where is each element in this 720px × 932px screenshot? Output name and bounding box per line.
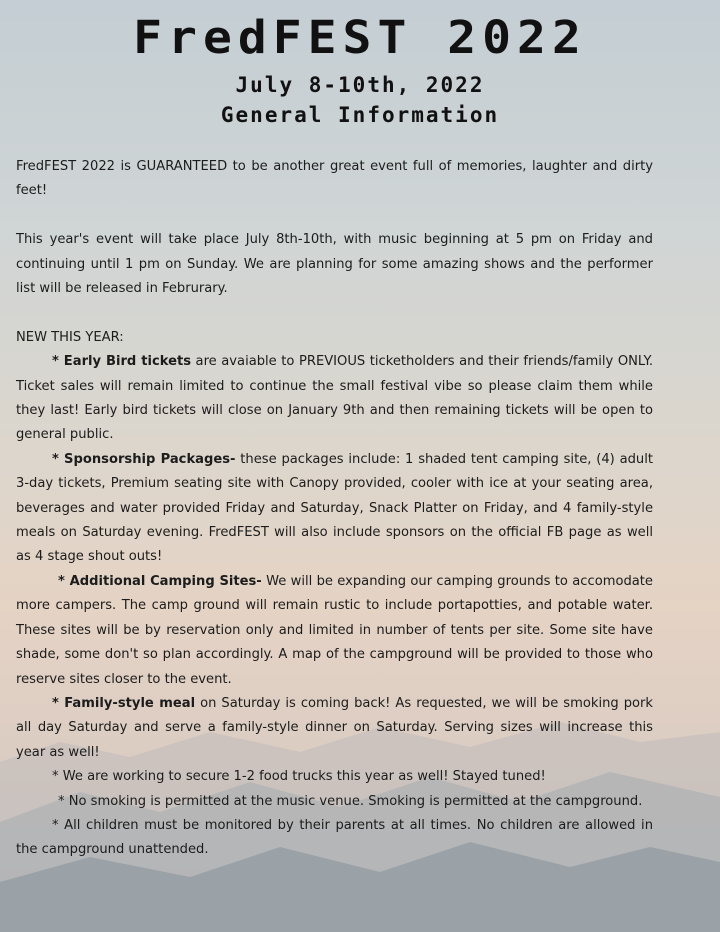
list-item-food-trucks: * We are working to secure 1-2 food trucks this year as well! Stayed tuned! bbox=[52, 769, 546, 785]
item-text: are avaiable to PREVIOUS ticketholders and their friends/family ONLY. Ticket sales will remain limited to continue the small festival vibe so please claim them while they last! Early bird tickets will close on January 9th and then remaining tickets will be open to general public. bbox=[16, 354, 653, 443]
schedule-paragraph: This year's event will take place July 8th-10th, with music beginning at 5 pm on Friday and continuing until 1 pm on Sunday. We are planning for some amazing shows and the performer list will be released in Februrary. bbox=[16, 232, 653, 297]
list-item-camping bbox=[16, 570, 653, 692]
item-bold: * Sponsorship Packages- bbox=[52, 451, 236, 467]
list-item-children: * All children must be monitored by their parents at all times. No children are allowed in the campground unattended. bbox=[16, 817, 653, 858]
item-text: on Saturday is coming back! As requested, we will be smoking pork all day Saturday and serve a family-style dinner on Saturday. Serving sizes will increase this year as well! bbox=[16, 695, 654, 760]
intro-paragraph: FredFEST 2022 is GUARANTEED to be another great event full of memories, laughter and dirty feet! bbox=[16, 159, 653, 199]
new-this-year-heading: NEW THIS YEAR: bbox=[16, 329, 124, 345]
item-text: these packages include: 1 shaded tent camping site, (4) adult 3-day tickets, Premium seating site with Canopy provided, cooler with ice at your seating area, beverages and water provided Friday and Saturday, Snack Platter on Friday, and 4 family-style meals on Saturday evening. FredFEST will also include sponsors on the official FB page as well as 4 stage shout outs! bbox=[16, 451, 653, 565]
list-item-no-smoking: * No smoking is permitted at the music venue. Smoking is permitted at the campground. bbox=[58, 793, 643, 809]
list-item-early-bird bbox=[16, 350, 653, 448]
item-bold: * Additional Camping Sites- bbox=[58, 573, 262, 589]
section-heading: General Information bbox=[220, 103, 500, 127]
item-bold: * Family-style meal bbox=[52, 695, 196, 711]
item-text: We will be expanding our camping grounds to accomodate more campers. The camp ground will remain rustic to include portapotties, and potable water. These sites will be by reservation only and limited in number of tents per site. Some site have shade, some don't so plan accordingly. A map of the campground will be provided to those who reserve sites closer to the event. bbox=[16, 573, 653, 687]
item-bold: * Early Bird tickets bbox=[52, 354, 192, 370]
list-item-family-meal bbox=[16, 692, 653, 765]
event-dates: July 8-10th, 2022 bbox=[235, 73, 485, 97]
list-item-sponsorship bbox=[16, 448, 653, 570]
page-title: FredFEST 2022 bbox=[133, 11, 587, 65]
info-body bbox=[16, 155, 653, 863]
